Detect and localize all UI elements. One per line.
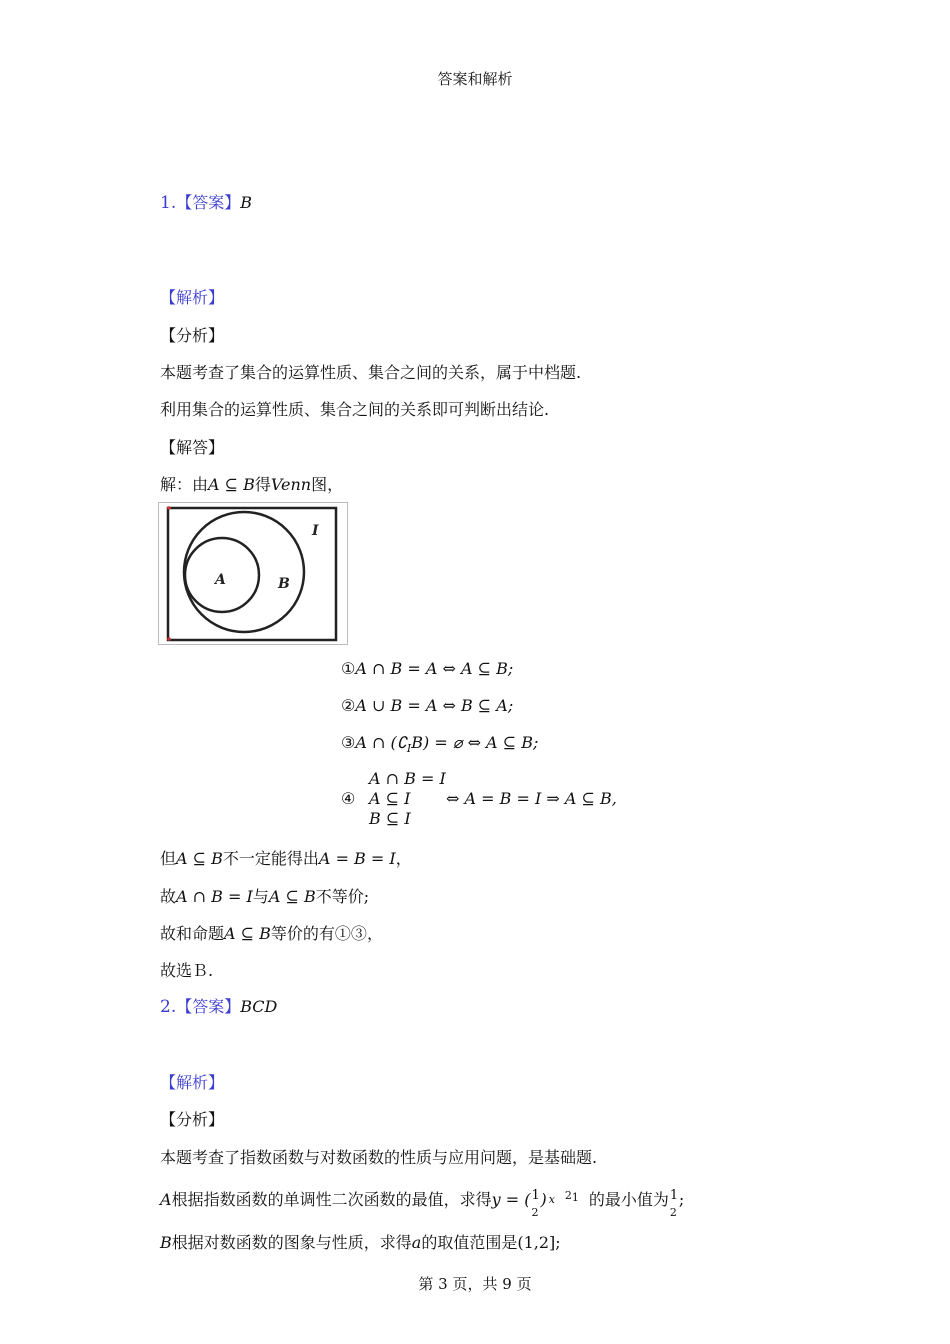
item-expr: A ∪ B = A ⇔ B ⊆ A; (355, 696, 514, 715)
text-segment: 故和命题 (160, 924, 225, 943)
text-segment: 等价的有 (270, 924, 335, 943)
q2-analysis-tag: 【解析】 (160, 1073, 225, 1092)
fraction-num: 1 (669, 1187, 679, 1203)
text-segment: ; (678, 1190, 685, 1209)
q1-answer-tag: 【答案】 (176, 193, 241, 212)
item-expr: A ∩ B = A ⇔ A ⊆ B; (355, 659, 514, 678)
text-segment: ①③ (334, 924, 367, 943)
q1-conclusion-1 (160, 846, 412, 869)
item-expr: A ∩ (∁ (355, 733, 407, 752)
fraction-den: 2 (531, 1205, 539, 1219)
math-segment: B (160, 1233, 172, 1252)
math-segment: A ⊆ B (208, 475, 255, 494)
q1-conclusion-3 (160, 921, 383, 944)
item-number: ② (341, 696, 356, 715)
text-segment: 故 (160, 887, 177, 906)
text-segment: 图， (311, 475, 344, 494)
q1-analysis-tag: 【解析】 (160, 288, 225, 307)
item-4-cond: B ⊆ I (369, 809, 411, 828)
q2-answer: BCD (240, 997, 278, 1016)
item-expr-sub: I (406, 742, 412, 756)
venn-outer-frame (159, 503, 348, 645)
venn-label-i: I (312, 523, 319, 539)
text-segment: 但 (160, 849, 177, 868)
page-header: 答案和解析 (437, 70, 513, 88)
q1-conclusion-4: 故选Ｂ. (160, 961, 214, 980)
q2-number: 2. (160, 997, 177, 1017)
exponent: 2 (564, 1189, 572, 1202)
venn-diagram (158, 502, 348, 645)
math-segment: A ∩ B = I (176, 887, 253, 906)
text-segment: 得 (254, 475, 271, 494)
text-segment: 根据对数函数的图象与性质，求得 (171, 1233, 412, 1252)
math-segment: A ⊆ B (268, 887, 316, 906)
q1-fenxi-2: 利用集合的运算性质、集合之间的关系即可判断出结论. (160, 400, 550, 419)
q1-jie-line (160, 472, 343, 495)
fraction (669, 1187, 679, 1219)
text-segment: 的最小值为 (588, 1190, 669, 1209)
exponent: 1 (571, 1191, 579, 1204)
fraction-den: 2 (669, 1205, 677, 1219)
item-4-cond: A ⊆ I (369, 789, 411, 808)
text-segment: 的取值范围是 (421, 1233, 518, 1252)
item-4-cond: A ∩ B = I (369, 769, 446, 788)
q1-answer-line (160, 190, 252, 213)
q1-fenxi-1: 本题考查了集合的运算性质、集合之间的关系，属于中档题. (160, 363, 582, 382)
item-number: ① (341, 659, 356, 678)
text-segment: ， (395, 849, 412, 868)
math-segment: A ⊆ B (176, 849, 223, 868)
q1-answer: B (240, 193, 253, 212)
q2-answer-tag: 【答案】 (176, 997, 241, 1016)
item-expr: B) = ⌀ ⇔ A ⊆ B; (411, 733, 539, 752)
text-segment: 解：由 (160, 475, 209, 494)
q1-fenxi-tag: 【分析】 (160, 326, 225, 345)
text-segment: (1,2]; (517, 1233, 561, 1252)
venn-label-a: A (215, 572, 226, 588)
math-segment: A ⊆ B (224, 924, 271, 943)
math-segment: ) (540, 1190, 547, 1209)
math-segment: a (411, 1233, 422, 1252)
venn-corner-dot (167, 506, 171, 510)
math-segment: y = ( (491, 1190, 531, 1209)
text-segment: 不一定能得出 (222, 849, 319, 868)
fraction (530, 1187, 540, 1219)
math-segment: A (160, 1190, 172, 1209)
item-4-conditions (369, 769, 446, 829)
q2-line-a (160, 1187, 685, 1219)
page-footer: 第 3 页，共 9 页 (418, 1275, 532, 1293)
item-2 (341, 696, 513, 715)
exponent: x (548, 1193, 555, 1206)
item-3 (341, 733, 538, 755)
venn-label-b: B (278, 576, 290, 592)
text-segment: ， (366, 924, 383, 943)
item-number: ③ (341, 733, 356, 752)
q1-number: 1. (160, 193, 177, 213)
fraction-num: 1 (531, 1187, 540, 1203)
q2-line-b (160, 1230, 561, 1253)
math-segment: Venn (270, 475, 312, 494)
q1-conclusion-2 (160, 884, 369, 907)
text-segment: 不等价; (315, 887, 370, 906)
q2-answer-line (160, 994, 277, 1017)
q1-jieda-tag: 【解答】 (160, 438, 225, 457)
text-segment: 根据指数函数的单调性二次函数的最值，求得 (171, 1190, 492, 1209)
q2-fenxi-tag: 【分析】 (160, 1110, 225, 1129)
item-4-result: ⇔ A = B = I ⇒ A ⊆ B, (446, 789, 617, 808)
venn-corner-dot (167, 637, 171, 641)
text-segment: 与 (252, 887, 269, 906)
math-segment: A = B = I (318, 849, 396, 868)
q2-fenxi-1: 本题考查了指数函数与对数函数的性质与应用问题，是基础题. (160, 1148, 598, 1167)
item-1 (341, 659, 513, 678)
item-4-number: ④ (341, 789, 356, 808)
